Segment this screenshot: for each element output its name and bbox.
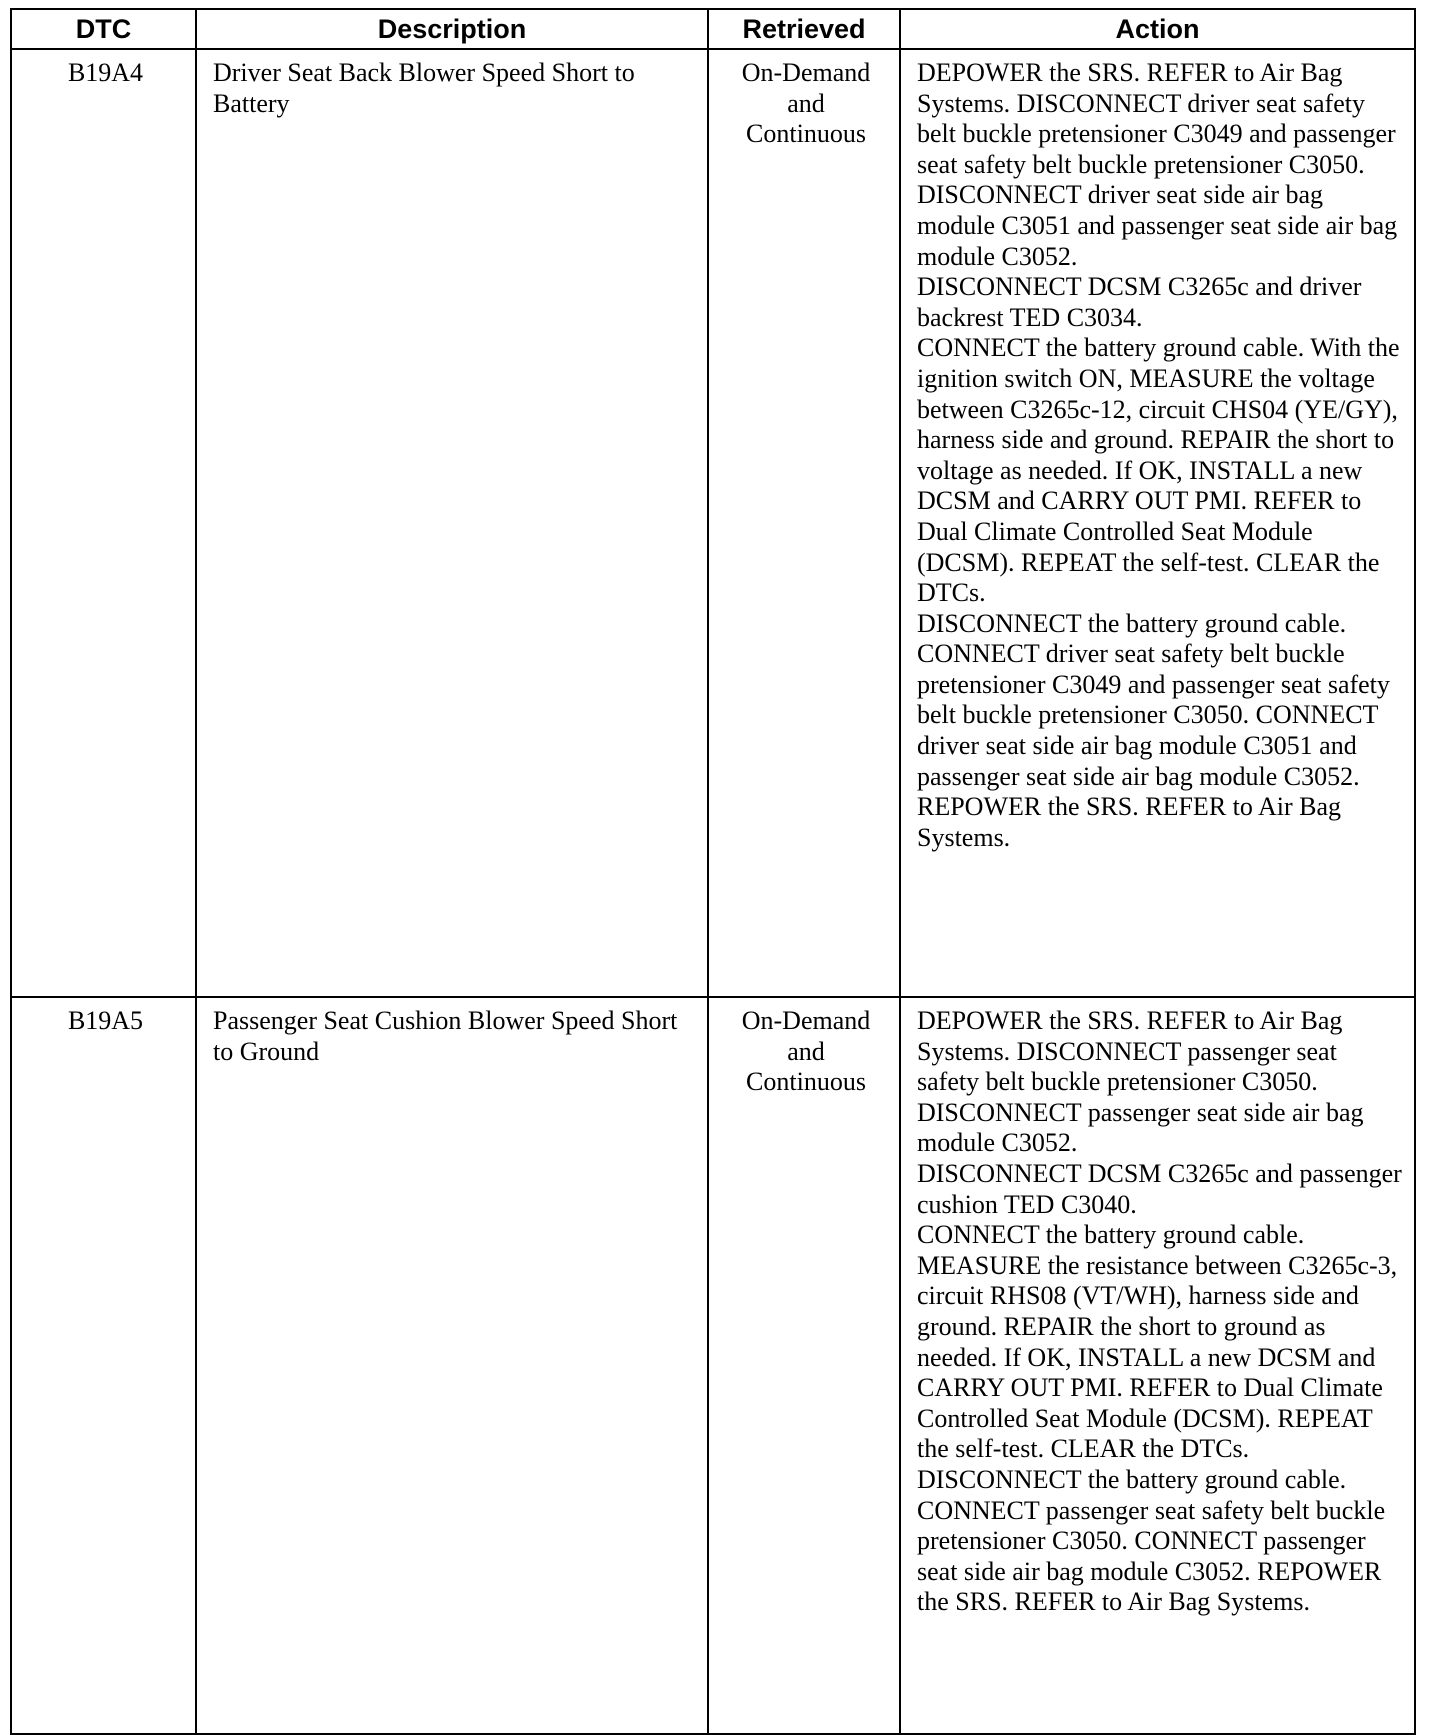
dtc-code: B19A5 bbox=[11, 997, 196, 1734]
action-paragraph: CONNECT the battery ground cable. With the ignition switch ON, MEASURE the voltage between C3265c-12, circuit CHS04 (YE/GY), harness side and ground. REPAIR the short to voltage as needed. If OK, INSTALL a new DCSM and CARRY OUT PMI. REFER to Dual Climate Controlled Seat Module (DCSM). REPEAT the self-test. CLEAR the DTCs. bbox=[917, 333, 1400, 608]
dtc-code: B19A4 bbox=[11, 49, 196, 997]
retrieved-mode bbox=[708, 997, 900, 1734]
retrieved-mode bbox=[708, 49, 900, 997]
action-paragraph: DISCONNECT DCSM C3265c and driver backrest TED C3034. bbox=[917, 272, 1362, 332]
table-header bbox=[11, 9, 1415, 49]
header-action: Action bbox=[900, 9, 1415, 49]
retrieved-line: On-Demand bbox=[741, 58, 871, 87]
table-row bbox=[11, 997, 1415, 1734]
header-row bbox=[11, 9, 1415, 49]
action-paragraph: DISCONNECT DCSM C3265c and passenger cushion TED C3040. bbox=[917, 1158, 1402, 1219]
dtc-description: Passenger Seat Cushion Blower Speed Short to Ground bbox=[196, 997, 708, 1734]
table-row bbox=[11, 49, 1415, 997]
action-paragraph: DEPOWER the SRS. REFER to Air Bag Systems. DISCONNECT driver seat safety belt buckle pretensioner C3049 and passenger seat safety belt buckle pretensioner C3050. DISCONNECT driver seat side air bag module C3051 and passenger seat side air bag module C3052. bbox=[917, 58, 1398, 271]
action-paragraph: CONNECT the battery ground cable. MEASURE the resistance between C3265c-3, circuit RHS08 (VT/WH), harness side and ground. REPAIR the short to ground as needed. If OK, INSTALL a new DCSM and CARRY OUT PMI. REFER to Dual Climate Controlled Seat Module (DCSM). REPEAT the self-test. CLEAR the DTCs. DISCONNECT the battery ground cable. CONNECT passenger seat safety belt buckle pretensioner C3050. CONNECT passenger seat side air bag module C3052. REPOWER the SRS. REFER to Air Bag Systems. bbox=[917, 1220, 1398, 1617]
table-body bbox=[11, 49, 1415, 1734]
header-dtc: DTC bbox=[11, 9, 196, 49]
header-description: Description bbox=[196, 9, 708, 49]
retrieved-line: Continuous bbox=[746, 1067, 866, 1097]
retrieved-line: Continuous bbox=[746, 119, 866, 149]
dtc-table bbox=[10, 8, 1416, 1735]
retrieved-line: On-Demand bbox=[741, 1006, 871, 1035]
action-steps bbox=[900, 997, 1415, 1734]
dtc-description: Driver Seat Back Blower Speed Short to Battery bbox=[196, 49, 708, 997]
action-paragraph: DEPOWER the SRS. REFER to Air Bag Systems. DISCONNECT passenger seat safety belt buckle pretensioner C3050. DISCONNECT passenger seat side air bag module C3052. bbox=[917, 1006, 1364, 1158]
action-steps bbox=[900, 49, 1415, 997]
retrieved-line: and bbox=[787, 1036, 825, 1066]
action-paragraph: DISCONNECT the battery ground cable. CONNECT driver seat safety belt buckle pretensioner C3049 and passenger seat safety belt buckle pretensioner C3050. CONNECT driver seat side air bag module C3051 and passenger seat side air bag module C3052. REPOWER the SRS. REFER to Air Bag Systems. bbox=[917, 608, 1390, 852]
header-retrieved: Retrieved bbox=[708, 9, 900, 49]
retrieved-line: and bbox=[787, 88, 825, 118]
